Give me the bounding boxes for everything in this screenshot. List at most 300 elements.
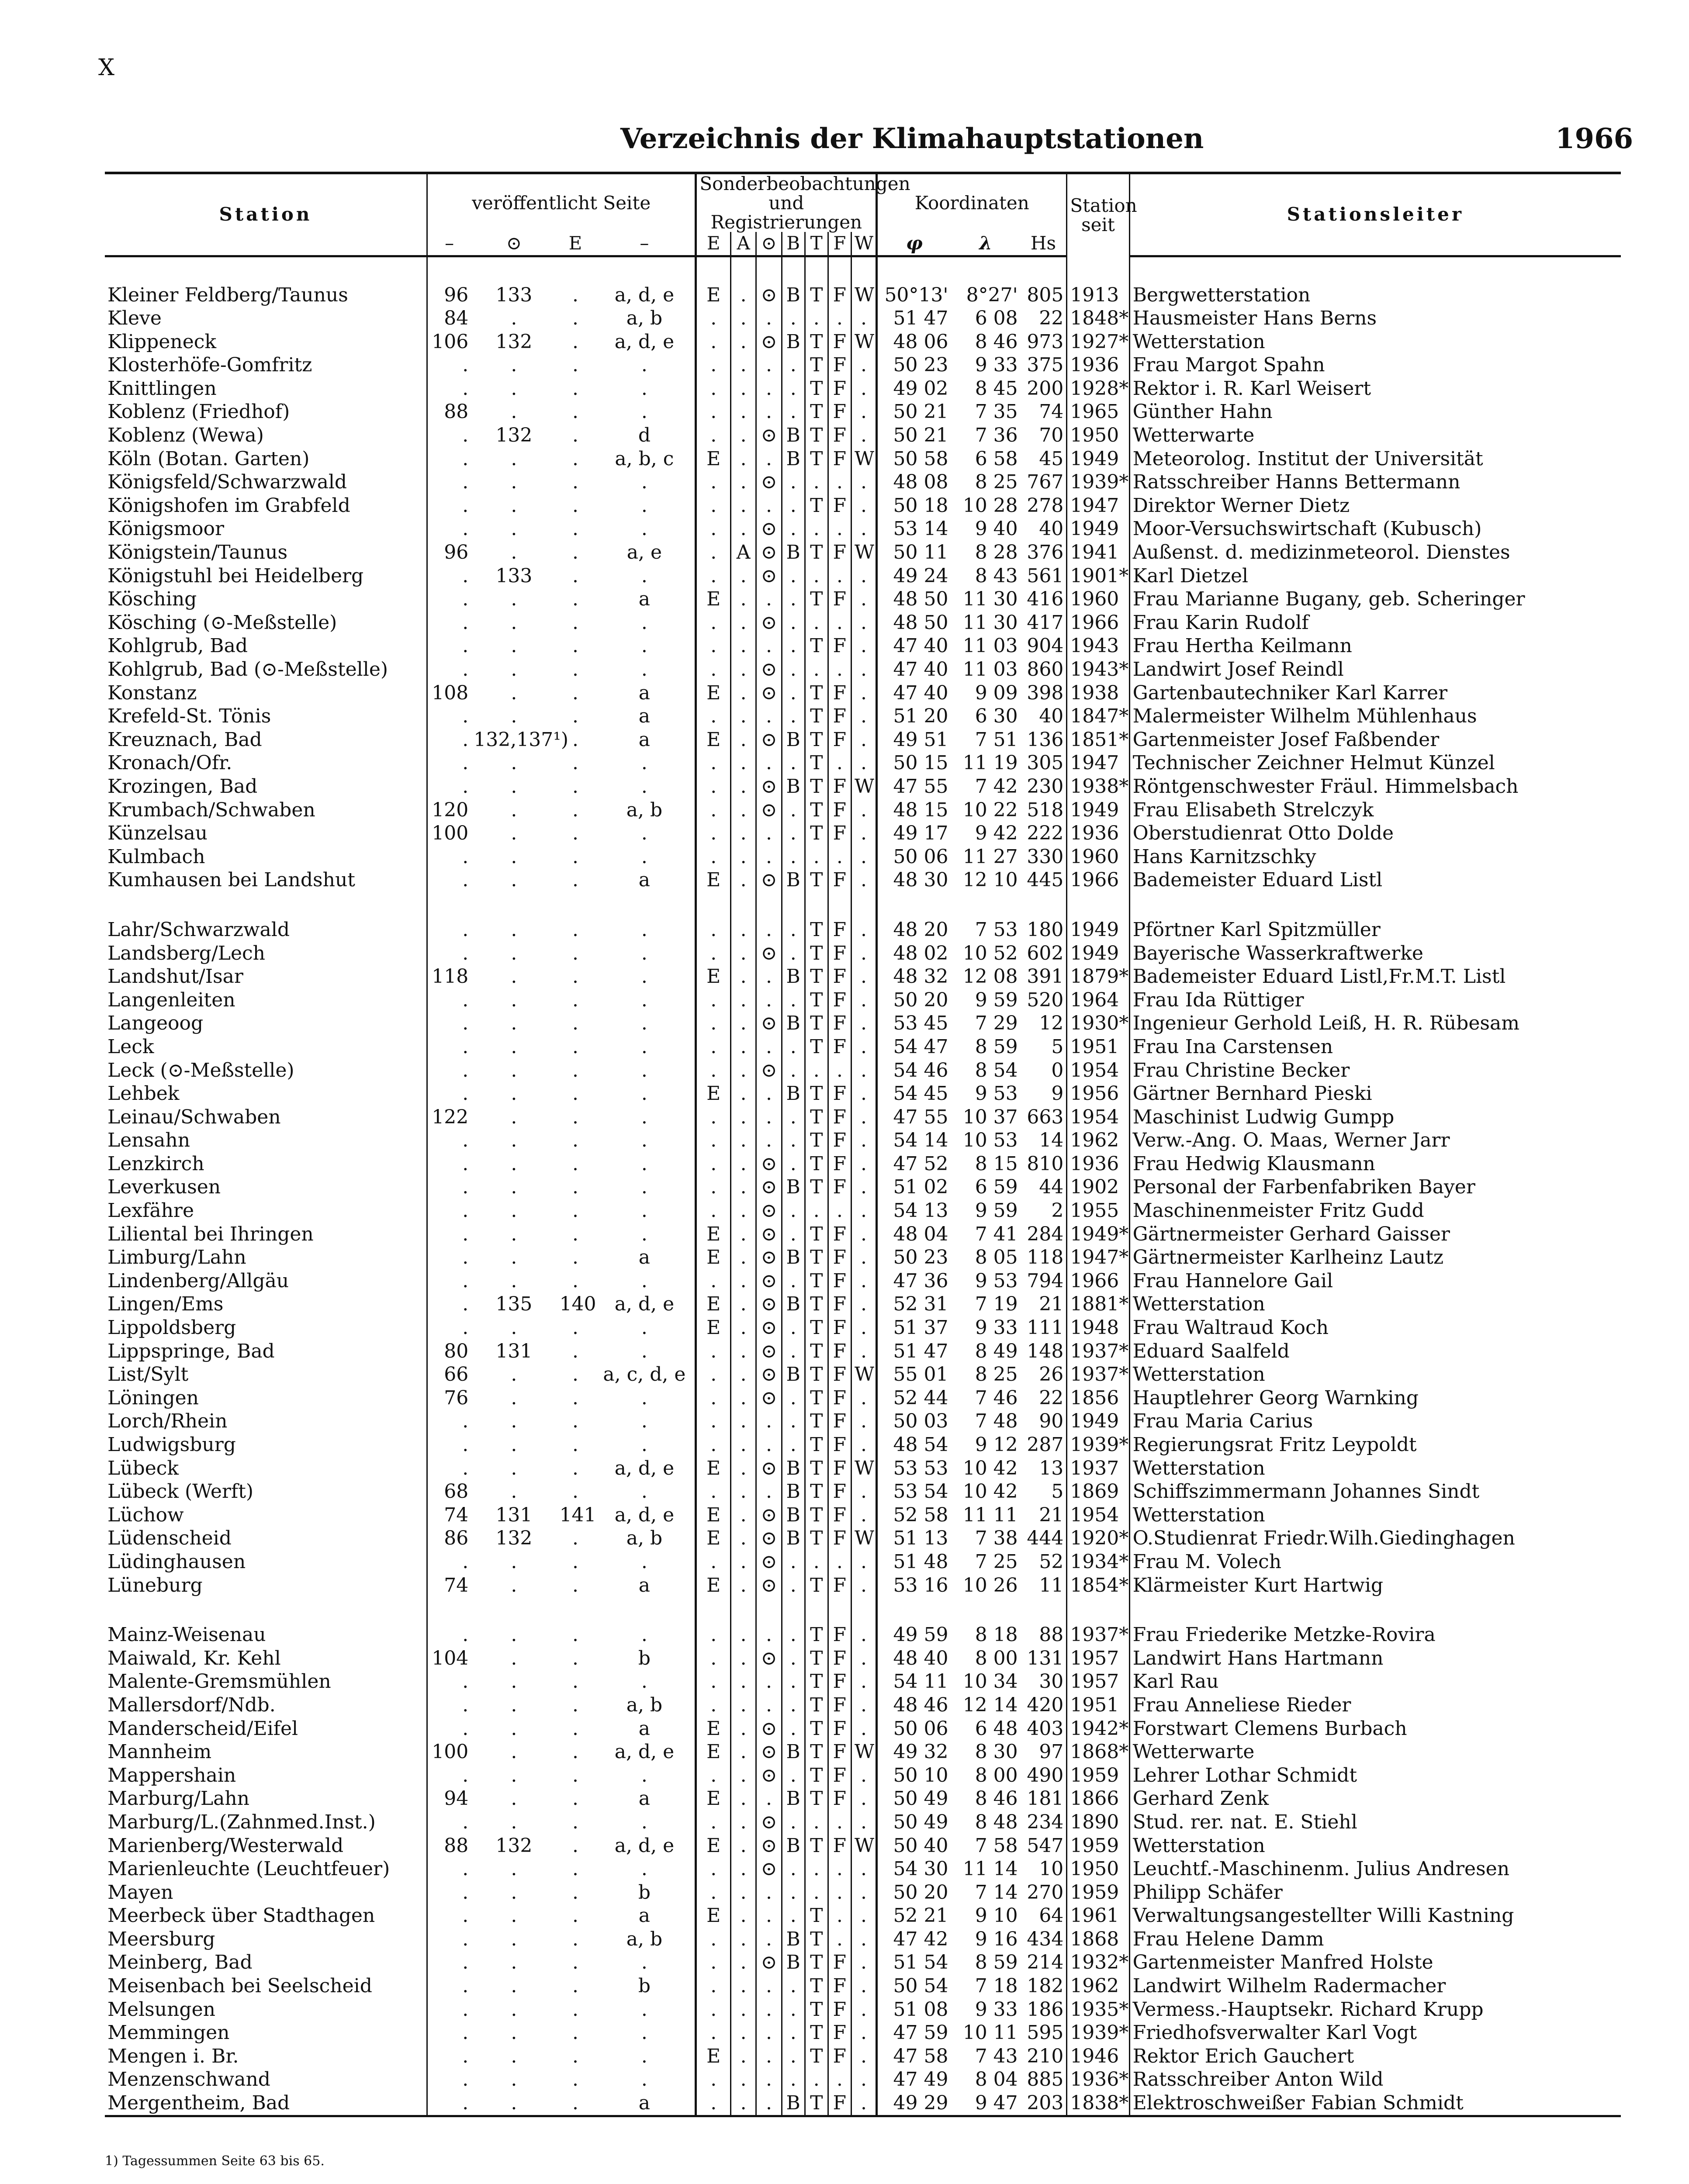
- table-cell: 904: [1027, 635, 1064, 657]
- table-cell: 12 14: [962, 1693, 1018, 1716]
- table-cell: Limburg/Lahn: [107, 1246, 246, 1269]
- table-cell: 10 37: [962, 1106, 1018, 1128]
- table-cell: .: [756, 1670, 782, 1693]
- table-cell: 1960: [1067, 587, 1129, 611]
- table-cell: 47 40: [877, 634, 951, 658]
- table-cell: Lahr/Schwarzwald: [107, 918, 290, 941]
- table-cell: Landsberg/Lech: [107, 942, 266, 964]
- table-cell: .: [572, 2022, 578, 2044]
- table-cell: F: [828, 1574, 851, 1597]
- table-cell: Malermeister Wilhelm Mühlenhaus: [1129, 705, 1621, 728]
- table-cell: E: [696, 728, 731, 752]
- table-cell: .: [572, 1693, 578, 1716]
- table-cell: b: [638, 1647, 651, 1669]
- table-cell: Melsungen: [107, 1998, 215, 2021]
- table-cell: E: [696, 1834, 731, 1858]
- table-cell: F: [828, 775, 851, 798]
- table-cell: .: [851, 1152, 876, 1176]
- table-row: [105, 611, 1621, 635]
- table-cell: T: [805, 918, 828, 942]
- table-cell: 53 16: [877, 1574, 951, 1597]
- table-row: [105, 353, 1621, 377]
- table-cell: .: [427, 1764, 471, 1787]
- table-cell: Frau Maria Carius: [1129, 1410, 1621, 1433]
- table-cell: F: [828, 798, 851, 822]
- table-cell: .: [782, 587, 805, 611]
- table-cell: .: [730, 1223, 756, 1246]
- table-cell: E: [696, 1717, 731, 1741]
- table-cell: .: [511, 354, 517, 377]
- table-cell: .: [696, 1269, 731, 1293]
- table-cell: .: [572, 1246, 578, 1269]
- table-cell: .: [572, 588, 578, 611]
- table-cell: .: [641, 1386, 647, 1409]
- table-cell: 52 31: [877, 1292, 951, 1316]
- table-cell: 132: [495, 1527, 533, 1550]
- table-cell: .: [851, 1223, 876, 1246]
- table-cell: Langenleiten: [107, 988, 235, 1011]
- table-cell: 48 30: [877, 868, 951, 892]
- table-cell: 1947: [1067, 494, 1129, 518]
- table-cell: .: [805, 1881, 828, 1904]
- table-cell: .: [730, 1857, 756, 1881]
- table-cell: Frau Helene Damm: [1129, 1928, 1621, 1951]
- table-cell: .: [511, 1059, 517, 1082]
- table-cell: .: [851, 1175, 876, 1199]
- table-cell: .: [641, 1811, 647, 1833]
- table-cell: .: [782, 400, 805, 424]
- table-cell: .: [427, 634, 471, 658]
- table-cell: .: [730, 2091, 756, 2116]
- table-cell: E: [696, 1740, 731, 1764]
- table-cell: Ratsschreiber Hanns Bettermann: [1129, 470, 1621, 494]
- table-cell: T: [805, 541, 828, 564]
- table-row: [105, 1503, 1621, 1527]
- table-cell: Ludwigsburg: [107, 1434, 236, 1456]
- table-cell: 47 55: [877, 1106, 951, 1129]
- table-cell: .: [641, 354, 647, 377]
- table-cell: 375: [1027, 354, 1064, 377]
- table-cell: 48 50: [877, 587, 951, 611]
- table-cell: .: [730, 1129, 756, 1152]
- table-cell: F: [828, 1764, 851, 1787]
- table-cell: 1949: [1067, 517, 1129, 541]
- table-cell: T: [805, 1410, 828, 1433]
- table-cell: Bayerische Wasserkraftwerke: [1129, 942, 1621, 965]
- table-cell: 45: [1039, 447, 1064, 470]
- table-cell: .: [572, 1386, 578, 1409]
- table-cell: 49 51: [877, 728, 951, 752]
- table-cell: .: [641, 1106, 647, 1128]
- table-cell: .: [696, 1928, 731, 1951]
- table-cell: .: [828, 1811, 851, 1834]
- table-cell: 54 13: [877, 1199, 951, 1223]
- table-cell: .: [782, 1059, 805, 1082]
- table-cell: Forstwart Clemens Burbach: [1129, 1717, 1621, 1741]
- table-cell: 40: [1039, 705, 1064, 728]
- table-cell: .: [572, 307, 578, 330]
- table-cell: Gartenbautechniker Karl Karrer: [1129, 681, 1621, 705]
- table-cell: 50 03: [877, 1410, 951, 1433]
- table-cell: .: [511, 541, 517, 564]
- table-cell: .: [572, 1082, 578, 1105]
- table-cell: 11 03: [962, 658, 1018, 681]
- table-cell: F: [828, 1175, 851, 1199]
- table-cell: B: [782, 965, 805, 988]
- table-cell: .: [511, 2068, 517, 2091]
- table-cell: F: [828, 1787, 851, 1811]
- table-row: [105, 283, 1621, 307]
- table-cell: .: [851, 353, 876, 377]
- table-cell: 104: [427, 1647, 471, 1670]
- table-cell: .: [730, 307, 756, 330]
- table-cell: .: [851, 564, 876, 588]
- table-cell: T: [805, 822, 828, 845]
- table-cell: Frau Ina Carstensen: [1129, 1035, 1621, 1059]
- table-cell: B: [782, 1082, 805, 1106]
- table-cell: .: [511, 1012, 517, 1035]
- table-cell: .: [782, 1764, 805, 1787]
- table-cell: 50 54: [877, 1974, 951, 1998]
- table-cell: .: [851, 1787, 876, 1811]
- table-cell: .: [730, 424, 756, 447]
- table-cell: .: [572, 1269, 578, 1292]
- table-cell: 51 47: [877, 307, 951, 330]
- table-cell: W: [851, 1363, 876, 1386]
- table-row: [105, 2021, 1621, 2045]
- table-cell: .: [511, 705, 517, 728]
- table-cell: 148: [1027, 1340, 1064, 1362]
- table-row: [105, 728, 1621, 752]
- table-cell: F: [828, 494, 851, 518]
- table-cell: .: [572, 869, 578, 892]
- table-row: [105, 798, 1621, 822]
- table-cell: 48 04: [877, 1223, 951, 1246]
- table-cell: 90: [1039, 1410, 1064, 1433]
- table-cell: .: [511, 635, 517, 657]
- table-cell: .: [730, 1670, 756, 1693]
- table-cell: .: [805, 845, 828, 869]
- table-cell: E: [696, 1246, 731, 1269]
- table-cell: .: [782, 1811, 805, 1834]
- table-cell: .: [641, 1550, 647, 1573]
- table-cell: 64: [1039, 1904, 1064, 1927]
- table-cell: 21: [1039, 1503, 1064, 1526]
- table-cell: .: [641, 1480, 647, 1503]
- table-cell: .: [851, 845, 876, 869]
- table-cell: .: [511, 1764, 517, 1787]
- header-lambda: λ: [951, 232, 1021, 256]
- table-cell: .: [511, 1199, 517, 1222]
- table-cell: .: [572, 845, 578, 868]
- table-cell: 9 59: [975, 988, 1018, 1011]
- table-cell: 767: [1027, 471, 1064, 494]
- table-cell: F: [828, 1457, 851, 1480]
- table-cell: 490: [1027, 1764, 1064, 1787]
- table-cell: Lingen/Ems: [107, 1293, 224, 1316]
- table-cell: .: [730, 470, 756, 494]
- table-cell: Kösching (⊙-Meßstelle): [107, 611, 337, 634]
- table-cell: .: [696, 330, 731, 354]
- table-cell: .: [730, 1059, 756, 1082]
- table-cell: B: [782, 1928, 805, 1951]
- table-cell: .: [572, 1527, 578, 1550]
- table-cell: W: [851, 541, 876, 564]
- table-cell: 1937*: [1067, 1363, 1129, 1386]
- table-cell: ⊙: [756, 1175, 782, 1199]
- table-cell: .: [782, 1904, 805, 1928]
- table-cell: 11 11: [962, 1503, 1018, 1526]
- table-cell: T: [805, 494, 828, 518]
- table-cell: .: [756, 1082, 782, 1106]
- table-cell: .: [511, 752, 517, 774]
- table-cell: Maiwald, Kr. Kehl: [107, 1647, 281, 1669]
- table-cell: Lippspringe, Bad: [107, 1340, 275, 1362]
- table-cell: 1838*: [1067, 2091, 1129, 2116]
- table-cell: B: [782, 2091, 805, 2116]
- table-cell: .: [641, 1434, 647, 1456]
- table-cell: .: [730, 728, 756, 752]
- table-cell: Gerhard Zenk: [1129, 1787, 1621, 1811]
- table-cell: T: [805, 2045, 828, 2068]
- table-cell: .: [696, 1106, 731, 1129]
- table-cell: T: [805, 283, 828, 307]
- table-cell: Langeoog: [107, 1012, 204, 1035]
- table-cell: T: [805, 1129, 828, 1152]
- table-row: [105, 1670, 1621, 1693]
- table-cell: Marburg/L.(Zahnmed.Inst.): [107, 1811, 376, 1833]
- table-cell: a: [638, 869, 651, 892]
- table-cell: .: [782, 1998, 805, 2022]
- table-cell: 1879*: [1067, 965, 1129, 988]
- table-cell: .: [851, 1246, 876, 1269]
- table-cell: .: [427, 494, 471, 518]
- table-cell: 1950: [1067, 424, 1129, 447]
- table-cell: 1927*: [1067, 330, 1129, 354]
- table-cell: .: [696, 1951, 731, 1974]
- table-cell: .: [427, 942, 471, 965]
- table-cell: 1868*: [1067, 1740, 1129, 1764]
- table-cell: .: [572, 1858, 578, 1880]
- table-cell: 8 48: [975, 1811, 1018, 1833]
- table-cell: a: [638, 588, 651, 611]
- table-row: [105, 1974, 1621, 1998]
- table-cell: .: [851, 1292, 876, 1316]
- table-cell: 181: [1027, 1787, 1064, 1810]
- table-cell: 30: [1039, 1670, 1064, 1693]
- table-cell: Lehbek: [107, 1082, 180, 1105]
- table-cell: .: [696, 2091, 731, 2116]
- table-cell: 50 23: [877, 353, 951, 377]
- table-cell: 49 24: [877, 564, 951, 588]
- table-cell: 2: [1051, 1199, 1064, 1222]
- table-cell: .: [511, 1975, 517, 1997]
- table-cell: 1957: [1067, 1670, 1129, 1693]
- table-cell: .: [730, 868, 756, 892]
- table-cell: 54 11: [877, 1670, 951, 1693]
- table-cell: Malente-Gremsmühlen: [107, 1670, 331, 1693]
- table-cell: 9 09: [975, 681, 1018, 704]
- table-cell: 270: [1027, 1881, 1064, 1904]
- table-cell: .: [427, 1998, 471, 2022]
- table-cell: .: [427, 1623, 471, 1647]
- table-row: [105, 1129, 1621, 1152]
- table-cell: Elektroschweißer Fabian Schmidt: [1129, 2091, 1621, 2116]
- table-cell: W: [851, 775, 876, 798]
- table-cell: Mayen: [107, 1881, 173, 1904]
- table-cell: 1869: [1067, 1480, 1129, 1503]
- table-cell: .: [756, 845, 782, 869]
- table-cell: 1951: [1067, 1693, 1129, 1717]
- table-cell: 180: [1027, 918, 1064, 941]
- table-cell: a, b: [626, 1928, 663, 1950]
- table-cell: Gartenmeister Manfred Holste: [1129, 1951, 1621, 1974]
- table-cell: .: [572, 1317, 578, 1339]
- table-cell: T: [805, 1717, 828, 1741]
- table-row: [105, 1623, 1621, 1647]
- table-cell: 444: [1027, 1527, 1064, 1550]
- table-cell: .: [730, 681, 756, 705]
- table-cell: .: [696, 751, 731, 775]
- table-cell: .: [696, 658, 731, 681]
- header-sp-a: A: [730, 232, 756, 256]
- table-cell: E: [696, 1904, 731, 1928]
- table-cell: .: [851, 1998, 876, 2022]
- table-cell: Bergwetterstation: [1129, 283, 1621, 307]
- table-cell: .: [782, 845, 805, 869]
- table-cell: Kulmbach: [107, 845, 205, 868]
- table-cell: .: [572, 1340, 578, 1362]
- table-cell: 7 14: [975, 1881, 1018, 1904]
- table-cell: .: [756, 1974, 782, 1998]
- table-cell: 287: [1027, 1434, 1064, 1456]
- table-cell: .: [805, 1811, 828, 1834]
- table-cell: F: [828, 634, 851, 658]
- table-cell: 9 10: [975, 1904, 1018, 1927]
- table-cell: .: [851, 470, 876, 494]
- table-cell: .: [572, 1035, 578, 1058]
- table-cell: .: [696, 307, 731, 330]
- table-cell: .: [641, 2022, 647, 2044]
- table-cell: .: [572, 354, 578, 377]
- table-cell: 96: [427, 541, 471, 564]
- table-cell: 1949: [1067, 798, 1129, 822]
- table-cell: 50 23: [877, 1246, 951, 1269]
- table-cell: 200: [1027, 377, 1064, 400]
- table-cell: b: [638, 1881, 651, 1904]
- table-cell: ⊙: [756, 1811, 782, 1834]
- table-cell: 13: [1039, 1457, 1064, 1479]
- table-cell: Wetterstation: [1129, 1457, 1621, 1480]
- table-cell: .: [851, 1199, 876, 1223]
- table-cell: ⊙: [756, 1316, 782, 1340]
- table-cell: .: [851, 307, 876, 330]
- table-cell: .: [572, 541, 578, 564]
- table-cell: .: [511, 1624, 517, 1646]
- table-cell: .: [427, 1928, 471, 1951]
- table-cell: Konstanz: [107, 681, 197, 704]
- table-cell: .: [511, 869, 517, 892]
- table-cell: Liliental bei Ihringen: [107, 1223, 314, 1245]
- table-cell: 1959: [1067, 1881, 1129, 1904]
- table-cell: .: [511, 1317, 517, 1339]
- table-cell: .: [851, 1316, 876, 1340]
- table-cell: .: [511, 588, 517, 611]
- table-cell: .: [851, 1550, 876, 1574]
- table-cell: .: [427, 845, 471, 869]
- table-cell: 7 38: [975, 1527, 1018, 1550]
- table-cell: 47 40: [877, 681, 951, 705]
- table-cell: .: [756, 1106, 782, 1129]
- table-cell: Löningen: [107, 1386, 199, 1409]
- table-cell: .: [851, 1881, 876, 1904]
- table-cell: .: [427, 1152, 471, 1176]
- table-cell: .: [572, 1670, 578, 1693]
- table-cell: ⊙: [756, 1363, 782, 1386]
- table-cell: .: [851, 728, 876, 752]
- table-cell: 1913: [1067, 283, 1129, 307]
- table-cell: 51 08: [877, 1998, 951, 2022]
- table-cell: 50°13': [877, 283, 951, 307]
- table-cell: .: [730, 1928, 756, 1951]
- table-cell: .: [756, 1928, 782, 1951]
- table-cell: .: [572, 1199, 578, 1222]
- table-cell: .: [641, 1269, 647, 1292]
- table-cell: 595: [1027, 2022, 1064, 2044]
- table-cell: 51 47: [877, 1340, 951, 1363]
- table-cell: T: [805, 751, 828, 775]
- table-cell: 50 49: [877, 1811, 951, 1834]
- table-cell: .: [641, 965, 647, 988]
- table-cell: .: [828, 1857, 851, 1881]
- table-cell: W: [851, 1740, 876, 1764]
- table-cell: 805: [1027, 283, 1064, 306]
- table-cell: .: [427, 353, 471, 377]
- table-cell: 11 03: [962, 635, 1018, 657]
- table-row: [105, 400, 1621, 424]
- table-cell: 22: [1039, 1386, 1064, 1409]
- table-cell: .: [782, 1106, 805, 1129]
- spacer-row: [105, 256, 1621, 283]
- table-cell: 214: [1027, 1951, 1064, 1974]
- table-cell: .: [851, 1974, 876, 1998]
- table-cell: Außenst. d. medizinmeteorol. Dienstes: [1129, 541, 1621, 564]
- table-cell: .: [851, 1106, 876, 1129]
- table-cell: .: [511, 681, 517, 704]
- table-row: [105, 1881, 1621, 1904]
- table-cell: .: [696, 400, 731, 424]
- table-cell: .: [730, 1740, 756, 1764]
- table-cell: 9 59: [975, 1199, 1018, 1222]
- table-cell: 51 13: [877, 1527, 951, 1550]
- table-cell: 520: [1027, 988, 1064, 1011]
- table-cell: T: [805, 1928, 828, 1951]
- table-cell: 12: [1039, 1012, 1064, 1035]
- table-cell: Frau Christine Becker: [1129, 1059, 1621, 1082]
- table-cell: 7 51: [975, 728, 1018, 751]
- table-cell: .: [730, 1623, 756, 1647]
- header-sp-t: T: [805, 232, 828, 256]
- table-cell: .: [696, 377, 731, 401]
- table-cell: .: [572, 1550, 578, 1573]
- table-cell: T: [805, 1363, 828, 1386]
- table-cell: Kronach/Ofr.: [107, 752, 232, 774]
- table-cell: 51 02: [877, 1175, 951, 1199]
- table-cell: 8 49: [975, 1340, 1018, 1362]
- table-cell: .: [851, 1928, 876, 1951]
- table-cell: Verwaltungsangestellter Willi Kastning: [1129, 1904, 1621, 1928]
- table-cell: 47 59: [877, 2021, 951, 2045]
